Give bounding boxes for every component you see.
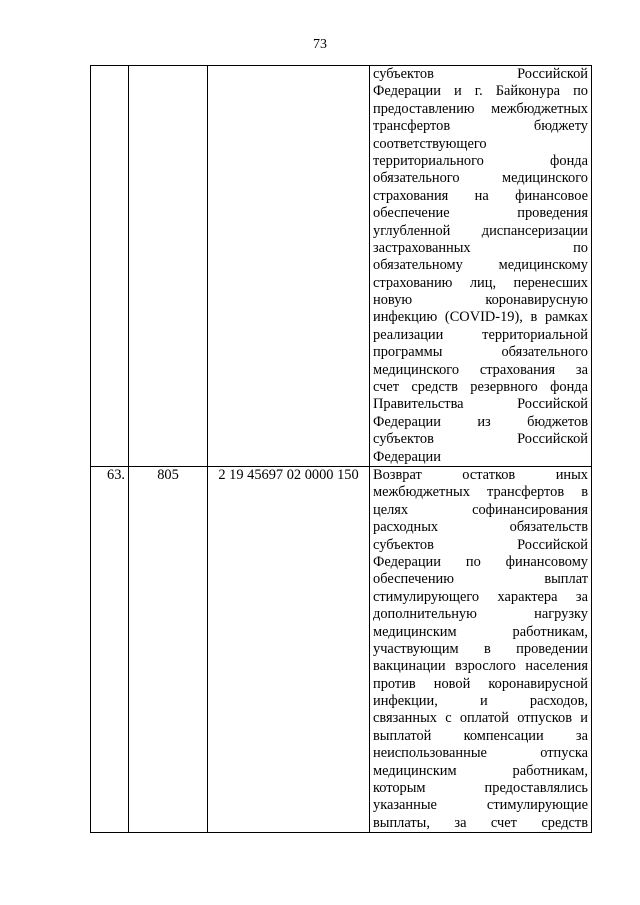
text-line: трансфертов бюджету (373, 118, 588, 135)
text-line: углубленной диспансеризации (373, 222, 588, 239)
text-line: Федерации и г. Байконура по (373, 83, 588, 100)
text-line: соответствующего (373, 135, 487, 152)
text-line: обязательного медицинского (373, 170, 588, 187)
text-line: Федерации по финансовому (373, 553, 588, 570)
text-line: медицинским работникам, (373, 762, 588, 779)
text-line: предоставлению межбюджетных (373, 100, 588, 117)
text-line: против новой коронавирусной (373, 675, 588, 692)
admin-code-cell: 805 (129, 466, 208, 832)
text-line: расходных обязательств (373, 519, 588, 536)
text-line: инфекции, и расходов, (373, 693, 588, 710)
table-row (91, 66, 592, 467)
text-line: страхования на финансовое (373, 187, 588, 204)
text-line: неиспользованные отпуска (373, 745, 588, 762)
text-line: страхованию лиц, перенесших (373, 274, 588, 291)
text-line: медицинским работникам, (373, 623, 588, 640)
text-line: реализации территориальной (373, 326, 588, 343)
budget-table (90, 65, 592, 833)
text-line: Федерации из бюджетов (373, 413, 588, 430)
text-line: инфекцию (COVID-19), в рамках (373, 309, 588, 326)
text-line: выплаты, за счет средств (373, 814, 588, 831)
text-line: межбюджетных трансфертов в (373, 484, 588, 501)
budget-classification-code-cell (208, 66, 370, 467)
text-line: выплатой компенсации за (373, 727, 588, 744)
text-line: которым предоставлялись (373, 780, 588, 797)
text-line: целях софинансирования (373, 501, 588, 518)
text-line: новую коронавирусную (373, 292, 588, 309)
text-line: программы обязательного (373, 344, 588, 361)
table-row (91, 466, 592, 832)
text-line: Правительства Российской (373, 396, 588, 413)
text-line: дополнительную нагрузку (373, 606, 588, 623)
text-line: вакцинации взрослого населения (373, 658, 588, 675)
text-line: участвующим в проведении (373, 640, 588, 657)
text-line: субъектов Российской (373, 66, 588, 82)
text-line: субъектов Российской (373, 536, 588, 553)
row-number-cell: 63. (91, 466, 129, 832)
text-line: медицинского страхования за (373, 361, 588, 378)
text-line: указанные стимулирующие (373, 797, 588, 814)
text-line: Федерации (373, 448, 441, 465)
page-number: 73 (313, 37, 327, 52)
text-line: стимулирующего характера за (373, 588, 588, 605)
text-line: обеспечение проведения (373, 205, 588, 222)
budget-classification-code-cell: 2 19 45697 02 0000 150 (208, 466, 370, 832)
row-number-cell (91, 66, 129, 467)
text-line: обязательному медицинскому (373, 257, 588, 274)
text-line: счет средств резервного фонда (373, 379, 588, 396)
text-line: обеспечению выплат (373, 571, 588, 588)
income-name-cell (370, 66, 592, 467)
income-name-cell (370, 466, 592, 832)
text-line: субъектов Российской (373, 431, 588, 448)
text-line: связанных с оплатой отпусков и (373, 710, 588, 727)
text-line: Возврат остатков иных (373, 466, 588, 483)
text-line: территориального фонда (373, 152, 588, 169)
admin-code-cell (129, 66, 208, 467)
text-line: застрахованных по (373, 239, 588, 256)
